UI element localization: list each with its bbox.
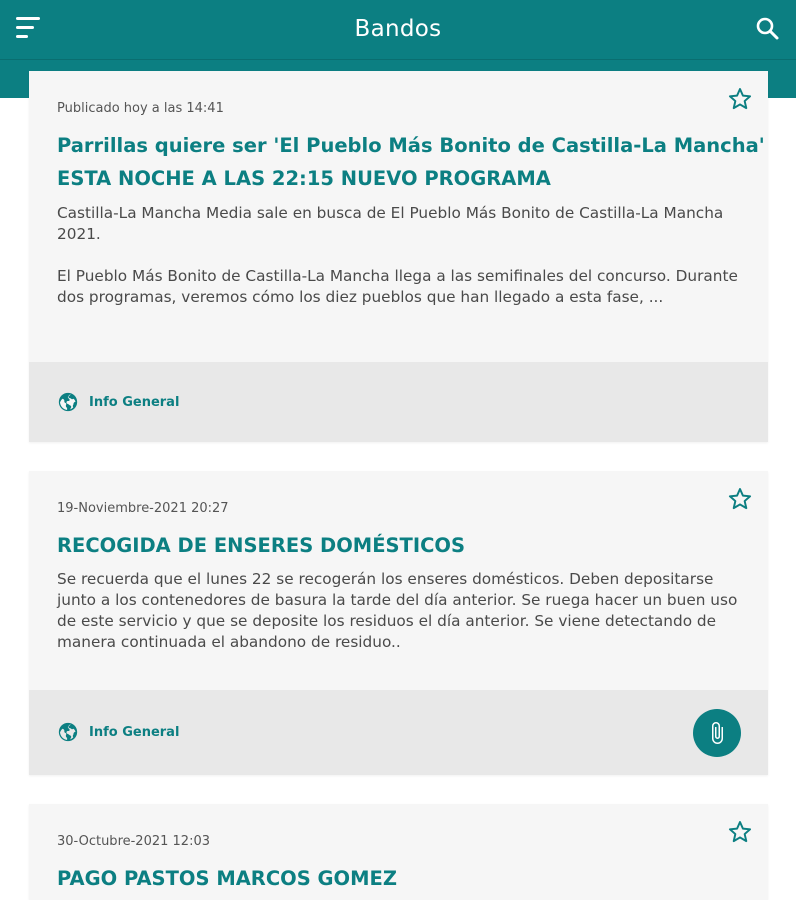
star-outline-icon[interactable]: [727, 86, 753, 112]
post-headline: Parrillas quiere ser 'El Pueblo Más Bonito de Castilla-La Mancha': [57, 134, 765, 157]
post-subheadline: ESTA NOCHE A LAS 22:15 NUEVO PROGRAMA: [57, 167, 551, 190]
post-card[interactable]: [29, 71, 768, 442]
post-footer: [29, 362, 768, 442]
category-link[interactable]: [57, 390, 179, 414]
post-description-paragraph: Se recuerda que el lunes 22 se recogerán los enseres domésticos. Deben depositarse junto a los contenedores de basura la tarde del día anterior. Se ruega hacer un buen uso de este servicio y que se deposite los residuos el día anterior. Se viene detectando de manera continuada el abandono de residuo..: [57, 570, 738, 651]
category-label: Info General: [89, 724, 180, 740]
post-card[interactable]: [29, 804, 768, 900]
globe-icon: [57, 391, 79, 413]
post-description-paragraph: El Pueblo Más Bonito de Castilla-La Mancha llega a las semifinales del concurso. Durante dos programas, veremos cómo los diez pueblos que han llegado a esta fase, ...: [57, 267, 738, 306]
post-footer: [29, 690, 768, 775]
post-date: Publicado hoy a las 14:41: [57, 101, 224, 116]
paperclip-icon: [705, 721, 729, 745]
post-date: 19-Noviembre-2021 20:27: [57, 501, 229, 516]
search-icon[interactable]: [754, 15, 782, 43]
globe-icon: [57, 721, 79, 743]
category-label: Info General: [89, 394, 180, 410]
star-outline-icon[interactable]: [727, 819, 753, 845]
post-description-paragraph: Castilla-La Mancha Media sale en busca de El Pueblo Más Bonito de Castilla-La Mancha 2021.: [57, 204, 724, 243]
attachment-button[interactable]: [693, 709, 741, 757]
app-bar-divider: [0, 59, 796, 60]
post-card[interactable]: [29, 471, 768, 775]
post-description: [57, 203, 747, 308]
post-headline: PAGO PASTOS MARCOS GOMEZ: [57, 867, 397, 890]
post-date: 30-Octubre-2021 12:03: [57, 834, 210, 849]
post-headline: RECOGIDA DE ENSERES DOMÉSTICOS: [57, 534, 466, 557]
category-link[interactable]: [57, 720, 179, 744]
page-title: Bandos: [354, 16, 442, 42]
star-outline-icon[interactable]: [727, 486, 753, 512]
post-description: [57, 569, 747, 653]
